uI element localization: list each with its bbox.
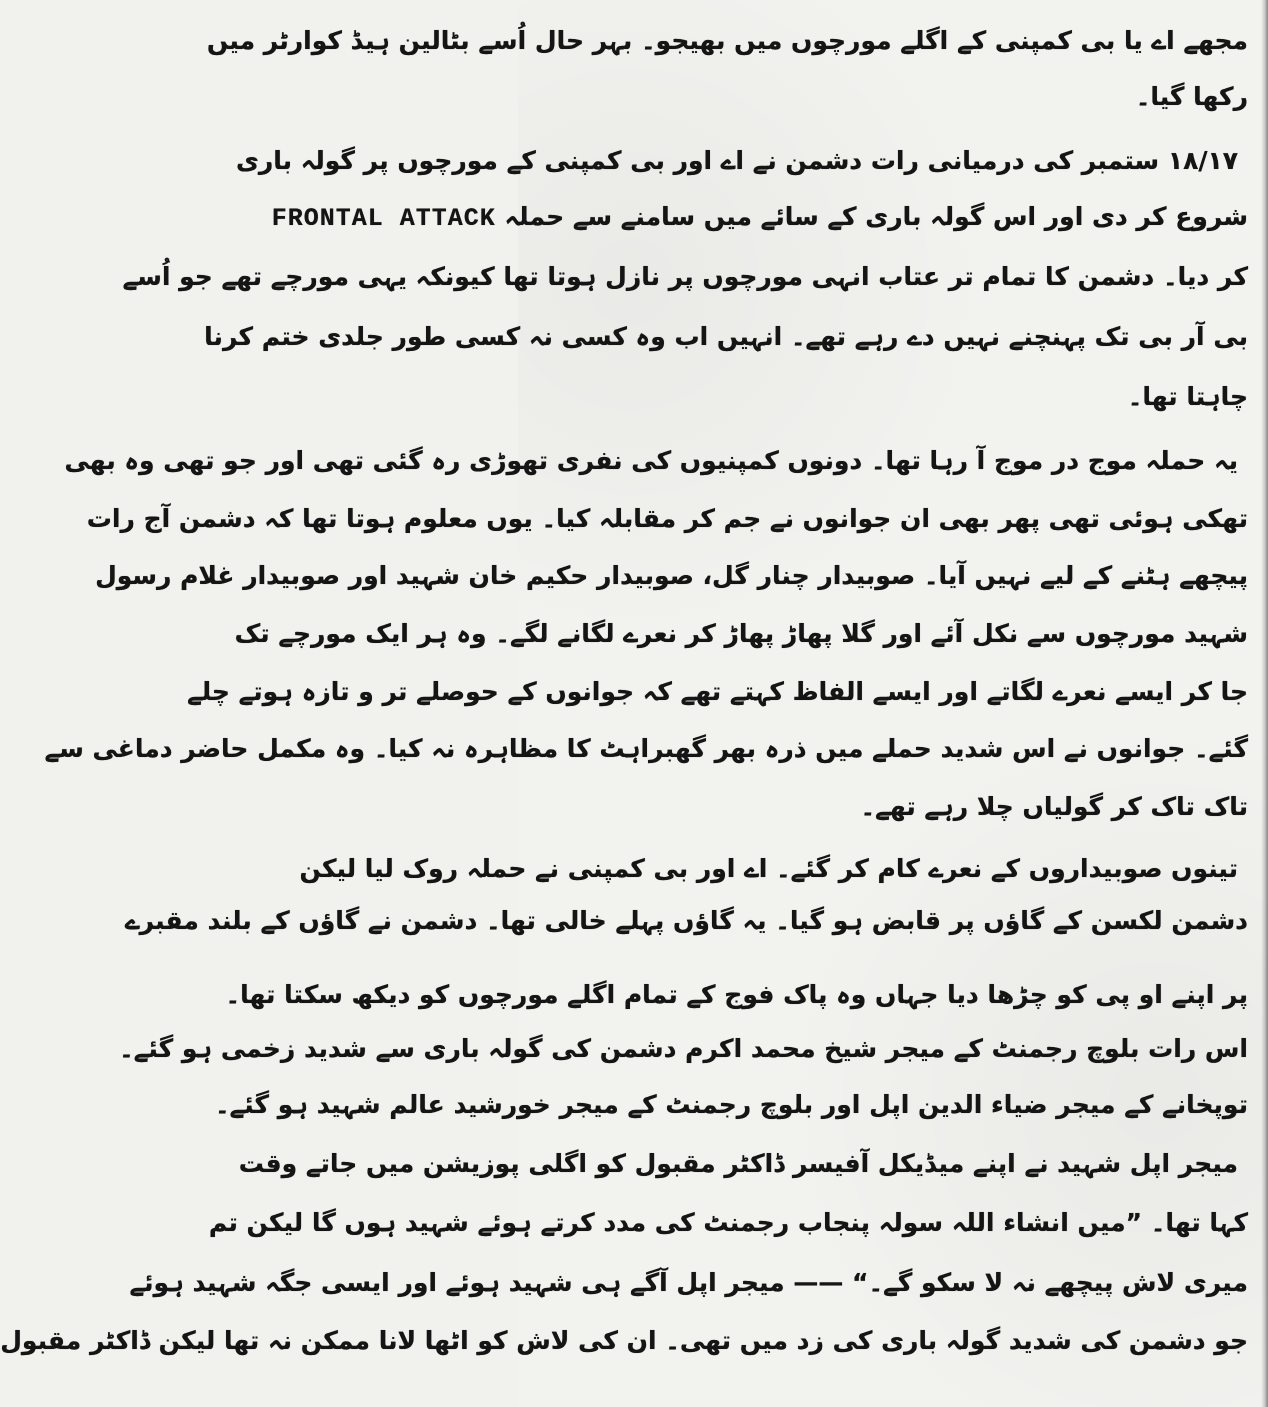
text-line-5: کر دیا۔ دشمن کا تمام تر عتاب انہی مورچوں پر نازل ہوتا تھا کیونکہ یہی مورچے تھے جو اُسے [122,262,1248,291]
text-line-19: توپخانے کے میجر ضیاء الدین اپل اور بلوچ رجمنٹ کے میجر خورشید عالم شہید ہو گئے۔ [214,1090,1248,1119]
text-line-2: رکھا گیا۔ [1135,82,1248,111]
text-line-23: جو دشمن کی شدید گولہ باری کی زد میں تھی۔ ان کی لاش کو اٹھا لانا ممکن نہ تھا لیکن ڈاکٹر مقبول [0,1326,1248,1355]
text-line-13: گئے۔ جوانوں نے اس شدید حملے میں ذرہ بھر گھبراہٹ کا مظاہرہ نہ کیا۔ وہ مکمل حاضر دماغی سے [44,734,1248,763]
text-line-21: کہا تھا۔ ”میں انشاء اللہ سولہ پنجاب رجمنٹ کی مدد کرتے ہوئے شہید ہوں گا لیکن تم [208,1208,1248,1237]
text-line-4 [271,198,1248,240]
text-line-9: تھکی ہوئی تھی پھر بھی ان جوانوں نے جم کر مقابلہ کیا۔ یوں معلوم ہوتا تھا کہ دشمن آج رات [86,504,1248,533]
text-line-7: چاہتا تھا۔ [1127,382,1248,411]
text-line-10: پیچھے ہٹنے کے لیے نہیں آیا۔ صوبیدار چنار گل، صوبیدار حکیم خان شہید اور صوبیدار غلام رسول [95,561,1248,590]
text-line-17: پر اپنے او پی کو چڑھا دیا جہاں وہ پاک فوج کے تمام اگلے مورچوں کو دیکھ سکتا تھا۔ [225,980,1248,1009]
text-line-16: دشمن لکسن کے گاؤں پر قابض ہو گیا۔ یہ گاؤں پہلے خالی تھا۔ دشمن نے گاؤں کے بلند مقبرے [124,906,1248,935]
text-line-3: ۱۸/۱۷ ستمبر کی درمیانی رات دشمن نے اے اور بی کمپنی کے مورچوں پر گولہ باری [235,146,1238,175]
text-line-12: جا کر ایسے نعرے لگاتے اور ایسے الفاظ کہتے تھے کہ جوانوں کے حوصلے تر و تازہ ہوتے چلے [187,677,1248,706]
text-line-14: تاک تاک کر گولیاں چلا رہے تھے۔ [860,792,1248,821]
scan-shadow-edge [1261,0,1268,1407]
text-line-6: بی آر بی تک پہنچنے نہیں دے رہے تھے۔ انہیں اب وہ کسی نہ کسی طور جلدی ختم کرنا [204,322,1248,351]
text-line-20: میجر اپل شہید نے اپنے میڈیکل آفیسر ڈاکٹر مقبول کو اگلی پوزیشن میں جاتے وقت [238,1149,1238,1178]
english-phrase: FRONTAL ATTACK [271,204,496,233]
text-line-8: یہ حملہ موج در موج آ رہا تھا۔ دونوں کمپنیوں کی نفری تھوڑی رہ گئی تھی اور جو تھی وہ بھی [64,446,1238,475]
text-line-18: اس رات بلوچ رجمنٹ کے میجر شیخ محمد اکرم دشمن کی گولہ باری سے شدید زخمی ہو گئے۔ [119,1034,1248,1063]
text-line-4-urdu: شروع کر دی اور اس گولہ باری کے سائے میں سامنے سے حملہ [504,202,1248,231]
text-line-22: میری لاش پیچھے نہ لا سکو گے۔“ —— میجر اپل آگے ہی شہید ہوئے اور ایسی جگہ شہید ہوئے [129,1268,1248,1297]
text-line-1: مجھے اے یا بی کمپنی کے اگلے مورچوں میں بھیجو۔ بہر حال اُسے بٹالین ہیڈ کوارٹر میں [206,26,1248,55]
text-line-15: تینوں صوبیداروں کے نعرے کام کر گئے۔ اے اور بی کمپنی نے حملہ روک لیا لیکن [299,854,1238,883]
text-line-11: شہید مورچوں سے نکل آئے اور گلا پھاڑ پھاڑ کر نعرے لگانے لگے۔ وہ ہر ایک مورچے تک [234,619,1248,648]
